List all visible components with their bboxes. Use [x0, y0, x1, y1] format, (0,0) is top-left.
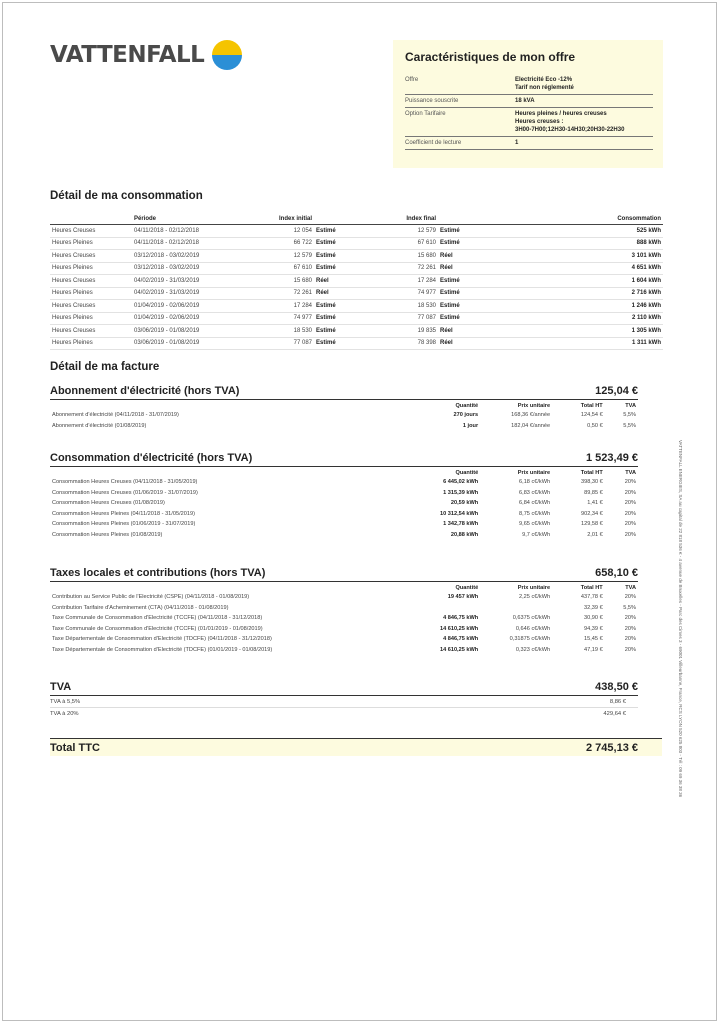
row-unit-price: 6,18 c€/kWh: [519, 479, 551, 486]
offer-row: [405, 74, 653, 95]
col-index-initial-type: [314, 215, 392, 225]
row-index-final: 74 977: [392, 287, 438, 300]
row-consumption: 1 604 kWh: [486, 275, 663, 288]
col-pu: Prix unitaire: [517, 585, 551, 591]
row-label: Heures Pleines: [50, 262, 132, 275]
row-period: 03/06/2019 - 01/08/2019: [132, 337, 254, 350]
row-label: Contribution au Service Public de l'Electricité (CSPE) (04/11/2018 - 01/08/2019): [52, 594, 250, 601]
row-qty: 1 342,78 kWh: [443, 521, 479, 528]
row-unit-price: 0,646 c€/kWh: [515, 625, 551, 632]
tva-amount: 438,50 €: [595, 681, 638, 693]
row-total: 129,58 €: [580, 521, 603, 528]
row-consumption: 3 101 kWh: [486, 250, 663, 263]
col-pu: Prix unitaire: [517, 470, 551, 476]
tva-title: TVA: [50, 681, 72, 693]
col-label: [50, 582, 372, 592]
table-row: [50, 250, 663, 263]
row-index-initial: 66 722: [254, 237, 314, 250]
row-index-final-type: Estimé: [438, 237, 486, 250]
offer-value: [515, 76, 653, 92]
row-period: 01/04/2019 - 02/06/2019: [132, 300, 254, 313]
row-qty: 4 846,75 kWh: [443, 636, 479, 643]
row-index-initial-type: Estimé: [314, 250, 392, 263]
total-ttc-row: [50, 738, 662, 756]
row-period: 03/12/2018 - 03/02/2019: [132, 250, 254, 263]
vattenfall-logo: [50, 40, 242, 70]
row-period: 04/02/2019 - 31/03/2019: [132, 287, 254, 300]
tva-row-label: TVA à 5,5%: [50, 698, 81, 705]
col-tva: TVA: [625, 585, 636, 591]
row-label: Heures Creuses: [50, 225, 132, 238]
row-index-final-type: Réel: [438, 325, 486, 338]
row-label: Taxe Communale de Consommation d'Electricité (TCCFE) (01/01/2019 - 01/08/2019): [52, 625, 263, 632]
row-period: 04/02/2019 - 31/03/2019: [132, 275, 254, 288]
table-row: [50, 287, 663, 300]
col-index-final: Index final: [392, 215, 438, 225]
col-total: Total HT: [580, 585, 603, 591]
row-total: 30,90 €: [584, 615, 603, 622]
row-label: Heures Pleines: [50, 287, 132, 300]
row-total: 94,39 €: [584, 625, 603, 632]
row-tva: 20%: [624, 625, 636, 632]
row-total: 2,01 €: [587, 531, 603, 538]
table-row: [50, 592, 638, 603]
row-tva: 20%: [624, 489, 636, 496]
total-label: Total TTC: [50, 741, 100, 754]
row-tva: 20%: [624, 646, 636, 653]
col-qty: Quantité: [455, 585, 479, 591]
offer-key: Offre: [405, 77, 419, 83]
row-tva: 20%: [624, 615, 636, 622]
row-index-initial: 17 284: [254, 300, 314, 313]
row-total: 0,50 €: [587, 422, 603, 429]
row-label: Heures Creuses: [50, 250, 132, 263]
row-unit-price: 6,84 c€/kWh: [519, 500, 551, 507]
row-tva: 20%: [624, 510, 636, 517]
col-total: Total HT: [580, 470, 603, 476]
row-index-final: 77 087: [392, 312, 438, 325]
row-index-initial-type: Réel: [314, 275, 392, 288]
row-label: Consommation Heures Creuses (04/11/2018 - 31/05/2019): [52, 479, 198, 486]
row-index-initial: 18 530: [254, 325, 314, 338]
table-row: [50, 477, 638, 488]
col-total: Total HT: [580, 403, 603, 409]
table-row: [50, 337, 663, 350]
row-index-final-type: Estimé: [438, 225, 486, 238]
row-unit-price: 0,6375 c€/kWh: [512, 615, 551, 622]
row-index-initial-type: Estimé: [314, 337, 392, 350]
row-label: Taxe Départementale de Consommation d'Electricité (TDCFE) (01/01/2019 - 01/08/2019): [52, 646, 273, 653]
row-tva: 20%: [624, 500, 636, 507]
row-tva: 20%: [624, 531, 636, 538]
row-index-initial-type: Estimé: [314, 312, 392, 325]
total-amount: 2 745,13 €: [586, 741, 638, 754]
row-qty: 20,59 kWh: [450, 500, 479, 507]
row-label: Heures Creuses: [50, 275, 132, 288]
row-tva: 20%: [624, 636, 636, 643]
brand-logo-icon: [212, 40, 242, 70]
offer-value-line: 3H00-7H00;12H30-14H30;20H30-22H30: [515, 127, 625, 133]
row-unit-price: 6,83 c€/kWh: [519, 489, 551, 496]
row-label: Heures Pleines: [50, 237, 132, 250]
consommation-title: Consommation d'électricité (hors TVA): [50, 452, 253, 464]
row-tva: 20%: [624, 479, 636, 486]
row-qty: 1 315,39 kWh: [443, 489, 479, 496]
col-periode: Période: [132, 215, 254, 225]
row-consumption: 1 305 kWh: [486, 325, 663, 338]
abonnement-amount: 125,04 €: [595, 385, 638, 397]
table-row: [50, 262, 663, 275]
offer-row: [405, 108, 653, 137]
row-total: 124,54 €: [580, 412, 603, 419]
row-index-initial-type: Estimé: [314, 325, 392, 338]
table-row: [50, 312, 663, 325]
row-label: Heures Pleines: [50, 337, 132, 350]
row-index-initial: 72 261: [254, 287, 314, 300]
row-index-initial-type: Estimé: [314, 300, 392, 313]
row-qty: 14 610,25 kWh: [439, 625, 479, 632]
row-qty: 10 312,54 kWh: [439, 510, 479, 517]
row-index-initial: 74 977: [254, 312, 314, 325]
col-label: [50, 467, 372, 477]
row-index-final: 18 530: [392, 300, 438, 313]
row-consumption: 4 651 kWh: [486, 262, 663, 275]
row-consumption: 1 246 kWh: [486, 300, 663, 313]
abonnement-table: [50, 400, 638, 431]
row-label: Abonnement d'électricité (04/11/2018 - 31/07/2019): [52, 412, 179, 419]
row-label: Consommation Heures Pleines (04/11/2018 - 31/05/2019): [52, 510, 195, 517]
row-total: 47,19 €: [584, 646, 603, 653]
row-label: Taxe Communale de Consommation d'Electricité (TCCFE) (04/11/2018 - 31/12/2018): [52, 615, 263, 622]
row-period: 01/04/2019 - 02/06/2019: [132, 312, 254, 325]
offer-row: [405, 137, 653, 150]
row-unit-price: 0,323 c€/kWh: [515, 646, 551, 653]
offer-value-line: Tarif non réglementé: [515, 85, 574, 91]
row-qty: 19 457 kWh: [447, 594, 479, 601]
row-period: 03/06/2019 - 01/08/2019: [132, 325, 254, 338]
consumption-table: [50, 215, 663, 350]
col-tva: TVA: [625, 403, 636, 409]
abonnement-block: [50, 385, 638, 431]
row-label: Heures Creuses: [50, 300, 132, 313]
row-label: Heures Creuses: [50, 325, 132, 338]
table-row: [50, 613, 638, 624]
offer-value-line: Heures pleines / heures creuses: [515, 111, 607, 117]
offer-value: 18 kVA: [515, 98, 535, 104]
table-row: [50, 300, 663, 313]
table-header-row: [50, 400, 638, 410]
offer-value-line: Electricité Eco -12%: [515, 77, 573, 83]
tva-header: [50, 681, 638, 696]
offer-value: 1: [515, 140, 519, 146]
row-index-final: 72 261: [392, 262, 438, 275]
brand-name: VATTENFALL: [50, 42, 205, 68]
row-qty: 4 846,75 kWh: [443, 615, 479, 622]
row-qty: 270 jours: [453, 412, 479, 419]
row-index-final-type: Estimé: [438, 275, 486, 288]
row-index-final: 12 579: [392, 225, 438, 238]
table-row: [50, 624, 638, 635]
row-consumption: 888 kWh: [486, 237, 663, 250]
row-label: Consommation Heures Pleines (01/06/2019 - 31/07/2019): [52, 521, 196, 528]
row-index-initial: 12 054: [254, 225, 314, 238]
row-index-initial: 77 087: [254, 337, 314, 350]
row-total: 32,39 €: [584, 604, 603, 611]
row-qty: 1 jour: [462, 422, 479, 429]
table-header-row: [50, 215, 663, 225]
table-row: [50, 237, 663, 250]
row-tva: 20%: [624, 521, 636, 528]
col-index-initial: Index initial: [254, 215, 314, 225]
row-index-final: 67 610: [392, 237, 438, 250]
row-unit-price: 182,04 €/année: [511, 422, 551, 429]
row-unit-price: 2,25 c€/kWh: [519, 594, 551, 601]
taxes-header: [50, 567, 638, 582]
vertical-footer-text: VATTENFALL ENERGIES, SA au capital de 22 818 536 € - 4 avenue de Bruxelles - Parc des Cimes 3 - 69001 Villeurbanne, France, RCS LYON 520 625 803 - Tél : 09 69 36 38 36: [678, 440, 683, 798]
table-header-row: [50, 582, 638, 592]
table-row: [50, 634, 638, 645]
row-unit-price: 0,31875 c€/kWh: [509, 636, 551, 643]
tva-row-amount: 8,86 €: [609, 698, 626, 705]
consommation-header: [50, 452, 638, 467]
row-period: 04/11/2018 - 02/12/2018: [132, 237, 254, 250]
table-row: [50, 421, 638, 432]
invoice-title: Détail de ma facture: [50, 361, 160, 373]
offer-key: Option Tarifaire: [405, 111, 446, 117]
row-label: Taxe Départementale de Consommation d'Electricité (TDCFE) (04/11/2018 - 31/12/2018): [52, 636, 272, 643]
taxes-block: [50, 567, 638, 655]
row-index-final: 78 398: [392, 337, 438, 350]
row-index-final-type: Réel: [438, 262, 486, 275]
table-header-row: [50, 467, 638, 477]
row-index-final: 19 835: [392, 325, 438, 338]
offer-value: [515, 110, 653, 134]
row-total: 1,41 €: [587, 500, 603, 507]
tva-row-label: TVA à 20%: [50, 710, 79, 717]
table-row: [50, 410, 638, 421]
row-unit-price: 9,7 c€/kWh: [522, 531, 551, 538]
row-period: 04/11/2018 - 02/12/2018: [132, 225, 254, 238]
row-qty: [372, 603, 480, 614]
consommation-table: [50, 467, 638, 540]
taxes-amount: 658,10 €: [595, 567, 638, 579]
col-tva: TVA: [625, 470, 636, 476]
row-label: Consommation Heures Pleines (01/08/2019): [52, 531, 163, 538]
row-qty: 14 610,25 kWh: [439, 646, 479, 653]
row-index-initial-type: Estimé: [314, 262, 392, 275]
row-index-initial-type: Estimé: [314, 237, 392, 250]
table-row: [50, 325, 663, 338]
col-qty: Quantité: [455, 403, 479, 409]
row-qty: 6 445,02 kWh: [443, 479, 479, 486]
tva-row-amount: 429,64 €: [603, 710, 626, 717]
row-tva: 5,5%: [623, 422, 636, 429]
col-label: [50, 400, 372, 410]
row-label: Heures Pleines: [50, 312, 132, 325]
row-qty: 20,88 kWh: [450, 531, 479, 538]
consommation-amount: 1 523,49 €: [586, 452, 638, 464]
row-consumption: 2 716 kWh: [486, 287, 663, 300]
abonnement-header: [50, 385, 638, 400]
table-row: [50, 603, 638, 614]
offer-value-line: Heures creuses :: [515, 119, 564, 125]
row-index-final-type: Réel: [438, 337, 486, 350]
table-row: [50, 225, 663, 238]
tva-rows: [50, 696, 638, 719]
table-row: [50, 509, 638, 520]
row-index-initial: 12 579: [254, 250, 314, 263]
row-period: 03/12/2018 - 03/02/2019: [132, 262, 254, 275]
row-tva: 20%: [624, 594, 636, 601]
offer-key: Coefficient de lecture: [405, 140, 462, 146]
row-index-initial: 15 680: [254, 275, 314, 288]
row-label: Contribution Tarifaire d'Acheminement (CTA) (04/11/2018 - 01/08/2019): [52, 604, 229, 611]
row-total: 902,34 €: [580, 510, 603, 517]
row-total: 437,78 €: [580, 594, 603, 601]
row-index-initial-type: Estimé: [314, 225, 392, 238]
row-index-final: 15 680: [392, 250, 438, 263]
row-total: 15,45 €: [584, 636, 603, 643]
offer-key: Puissance souscrite: [405, 98, 459, 104]
row-index-final-type: Estimé: [438, 287, 486, 300]
taxes-table: [50, 582, 638, 655]
offer-title: Caractéristiques de mon offre: [405, 50, 576, 64]
col-qty: Quantité: [455, 470, 479, 476]
row-total: 89,85 €: [584, 489, 603, 496]
row-total: 398,30 €: [580, 479, 603, 486]
col-pu: Prix unitaire: [517, 403, 551, 409]
table-row: [50, 645, 638, 656]
table-row: [50, 530, 638, 541]
offer-box: [393, 40, 663, 168]
consumption-title: Détail de ma consommation: [50, 190, 203, 202]
table-row: [50, 519, 638, 530]
row-consumption: 1 311 kWh: [486, 337, 663, 350]
col-consommation: Consommation: [486, 215, 663, 225]
row-index-final-type: Estimé: [438, 300, 486, 313]
row-index-final: 17 284: [392, 275, 438, 288]
row-index-final-type: Estimé: [438, 312, 486, 325]
row-label: Consommation Heures Creuses (01/06/2019 - 31/07/2019): [52, 489, 198, 496]
row-label: Abonnement d'électricité (01/08/2019): [52, 422, 147, 429]
row-unit-price: 8,75 c€/kWh: [519, 510, 551, 517]
table-row: [50, 488, 638, 499]
vertical-footer: [675, 440, 683, 960]
row-consumption: 525 kWh: [486, 225, 663, 238]
tva-row: [50, 708, 638, 719]
table-row: [50, 498, 638, 509]
row-index-final-type: Réel: [438, 250, 486, 263]
row-tva: 5,5%: [623, 412, 636, 419]
consommation-block: [50, 452, 638, 540]
offer-row: [405, 95, 653, 108]
row-index-initial-type: Réel: [314, 287, 392, 300]
tva-block: [50, 681, 638, 719]
row-unit-price: 9,65 c€/kWh: [519, 521, 551, 528]
col-index-final-type: [438, 215, 486, 225]
taxes-title: Taxes locales et contributions (hors TVA): [50, 567, 266, 579]
col-label: [50, 215, 132, 225]
row-tva: 5,5%: [623, 604, 636, 611]
row-unit-price: 168,36 €/année: [511, 412, 551, 419]
table-row: [50, 275, 663, 288]
row-unit-price: [480, 603, 552, 614]
row-label: Consommation Heures Creuses (01/08/2019): [52, 500, 165, 507]
row-index-initial: 67 610: [254, 262, 314, 275]
tva-row: [50, 696, 638, 708]
row-consumption: 2 110 kWh: [486, 312, 663, 325]
abonnement-title: Abonnement d'électricité (hors TVA): [50, 385, 240, 397]
